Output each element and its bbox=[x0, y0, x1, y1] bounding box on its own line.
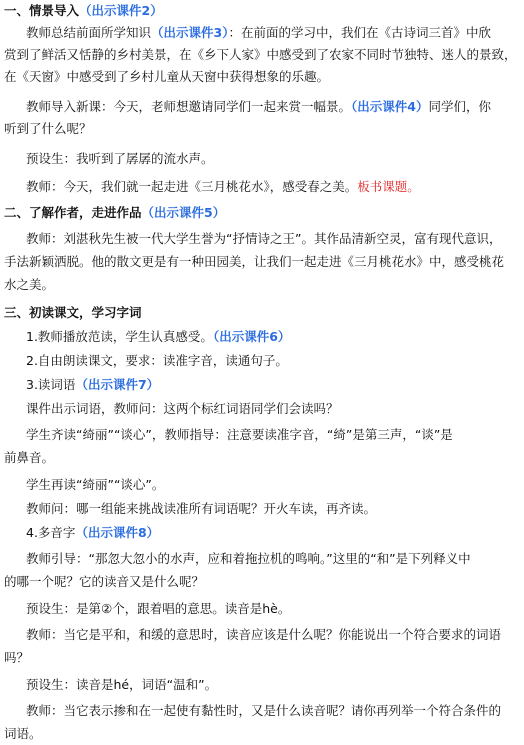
text-line bbox=[0, 647, 524, 669]
text-segment: 学生齐读“绮丽”“谈心”，教师指导：注意要读准字音，“绮”是第三声，“谈”是 bbox=[26, 427, 453, 442]
text-line bbox=[0, 474, 524, 496]
text-segment: 在《天窗》中感受到了乡村儿童从天窗中获得想象的乐趣。 bbox=[4, 69, 330, 84]
text-line bbox=[0, 571, 524, 593]
text-segment: 教师引导：“那忽大忽小的水声，应和着拖拉机的鸣响。”这里的“和”是下列释义中 bbox=[26, 551, 471, 566]
text-segment: 听到了什么呢？ bbox=[4, 121, 92, 136]
text-segment: 赏到了鲜活又恬静的乡村美景，在《乡下人家》中感受到了农家不同时节独特、迷人的景致， bbox=[4, 47, 517, 62]
text-line bbox=[0, 624, 524, 646]
courseware-tag: （出示课件7） bbox=[75, 377, 160, 392]
text-line bbox=[0, 96, 524, 118]
text-segment: 3.读词语 bbox=[26, 377, 76, 392]
text-segment: 教师导入新课：今天，老师想邀请同学们一起来赏一幅景。 bbox=[26, 99, 352, 114]
section-heading bbox=[0, 302, 524, 324]
text-line bbox=[0, 374, 524, 396]
section-heading bbox=[0, 202, 524, 224]
text-segment: 学生再读“绮丽”“谈心”。 bbox=[26, 477, 165, 492]
text-line bbox=[0, 176, 524, 198]
board-note: 板书课题。 bbox=[357, 179, 420, 194]
text-segment: 预设生：是第②个，跟着唱的意思。读音是hè。 bbox=[26, 601, 291, 616]
text-segment: ：在前面的学习中，我们在《古诗词三首》中欣 bbox=[228, 25, 491, 40]
text-segment: 教师总结前面所学知识 bbox=[26, 25, 152, 40]
text-segment: 水之美。 bbox=[4, 277, 55, 292]
text-line bbox=[0, 118, 524, 140]
text-line bbox=[0, 274, 524, 296]
text-segment: 二、了解作者，走进作品 bbox=[4, 205, 142, 220]
text-segment: 教师：当它是平和，和缓的意思时，读音应该是什么呢？你能说出一个符合要求的词语 bbox=[26, 627, 502, 642]
text-segment: 预设生：我听到了孱孱的流水声。 bbox=[26, 151, 214, 166]
text-line bbox=[0, 326, 524, 348]
text-line bbox=[0, 424, 524, 446]
text-segment: 手法新颖洒脱。他的散文更是有一种田园美，让我们一起走进《三月桃花水》中，感受桃花 bbox=[4, 254, 505, 269]
section-heading bbox=[0, 0, 524, 22]
text-line bbox=[0, 44, 524, 66]
courseware-tag: （出示课件3） bbox=[151, 25, 229, 40]
text-segment: 教师：当它表示掺和在一起使有黏性时，又是什么读音呢？请你再列举一个符合条件的 bbox=[26, 703, 502, 718]
text-segment: 同学们，你 bbox=[428, 99, 491, 114]
text-segment: 教师：刘湛秋先生被一代大学生誉为“抒情诗之王”。其作品清新空灵，富有现代意识， bbox=[26, 231, 502, 246]
text-line bbox=[0, 723, 524, 745]
text-line bbox=[0, 228, 524, 250]
text-line bbox=[0, 22, 524, 44]
text-line bbox=[0, 674, 524, 696]
text-segment: 教师问：哪一组能来挑战读准所有词语呢？开火车读，再齐读。 bbox=[26, 501, 377, 516]
text-line bbox=[0, 498, 524, 520]
text-segment: 课件出示词语，教师问：这两个标红词语同学们会读吗？ bbox=[26, 401, 339, 416]
text-segment: 词语。 bbox=[4, 726, 42, 741]
text-line bbox=[0, 350, 524, 372]
text-segment: 前鼻音。 bbox=[4, 450, 55, 465]
text-line bbox=[0, 700, 524, 722]
text-segment: 的哪一个呢？它的读音又是什么呢？ bbox=[4, 574, 205, 589]
text-line bbox=[0, 148, 524, 170]
text-line bbox=[0, 251, 524, 273]
text-line bbox=[0, 398, 524, 420]
text-segment: 一、情景导入 bbox=[4, 3, 80, 18]
text-segment: 预设生：读音是hé，词语“温和”。 bbox=[26, 677, 218, 692]
text-segment: 2.自由朗读课文，要求：读准字音，读通句子。 bbox=[26, 353, 288, 368]
courseware-tag: （出示课件4） bbox=[351, 99, 429, 114]
text-line bbox=[0, 447, 524, 469]
text-line bbox=[0, 548, 524, 570]
text-line bbox=[0, 598, 524, 620]
courseware-tag: （出示课件6） bbox=[212, 329, 291, 344]
text-line bbox=[0, 66, 524, 88]
text-segment: 1.教师播放范读，学生认真感受。 bbox=[26, 329, 213, 344]
courseware-tag: （出示课件5） bbox=[141, 205, 226, 220]
text-segment: 吗？ bbox=[4, 650, 30, 665]
courseware-tag: （出示课件2） bbox=[79, 3, 163, 18]
text-segment: 三、初读课文，学习字词 bbox=[4, 305, 142, 320]
text-line bbox=[0, 522, 524, 544]
text-segment: 4.多音字 bbox=[26, 525, 76, 540]
courseware-tag: （出示课件8） bbox=[75, 525, 160, 540]
text-segment: 教师：今天，我们就一起走进《三月桃花水》，感受春之美。 bbox=[26, 179, 358, 194]
